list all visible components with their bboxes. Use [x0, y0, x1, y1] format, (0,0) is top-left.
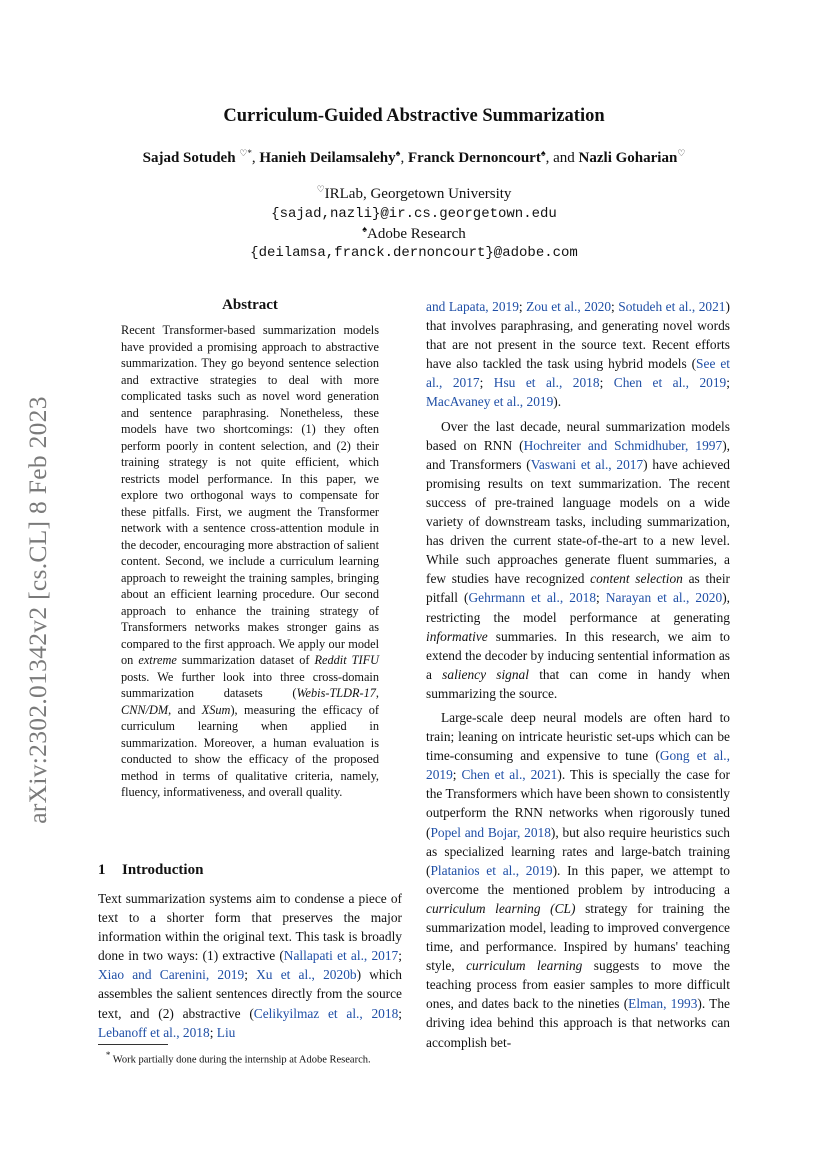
author-mark: ♠: [540, 148, 546, 158]
author-name: Nazli Goharian: [578, 150, 678, 166]
author-name: Sajad Sotudeh: [142, 150, 236, 166]
citation-link[interactable]: Vaswani et al., 2017: [530, 456, 644, 472]
abstract-body: Recent Transformer-based summarization models have provided a promising approach to abstractive summarization. They go beyond sentence selection and extractive strategies to deal with more complicated tasks such as novel word generation and sentence paraphrasing. Nonetheless, these models have two shortcomings: (1) they often perform poorly in content selection, and (2) their training strategy is not quite efficient, which restricts model performance. In this paper, we explore two orthogonal ways to compensate for these pitfalls. First, we augment the Transformer network with a sentence cross-attention module in the decoder, encouraging more abstraction of salient content. Second, we include a curriculum learning approach to reweight the training samples, bringing about an efficient learning procedure. Our second approach to enhance the training strategy of Transformers networks makes stronger gains as compared to the first approach. We apply our model on extreme summarization dataset of Reddit TIFU posts. We further look into three cross-domain summarization datasets (Webis-TLDR-17, CNN/DM, and XSum), measuring the efficacy of curriculum learning when applied in summarization. Moreover, a human evaluation is conducted to show the efficacy of the proposed method in terms of qualitative criteria, namely, fluency, informativeness, and overall quality.: [121, 323, 379, 799]
affiliation-mark: ♡: [316, 184, 325, 194]
citation-link[interactable]: Zou et al., 2020: [526, 299, 612, 314]
arxiv-identifier: arXiv:2302.01342v2 [cs.CL] 8 Feb 2023: [23, 396, 52, 824]
arxiv-sidebar: [14, 370, 62, 850]
author-name: Franck Dernoncourt: [407, 150, 541, 166]
intro-paragraph: Text summarization systems aim to condense a piece of text to a shorter form that preserves the major information within the original text. This task is broadly done in two ways: (1) extractive (Nallapati et al., 2017; Xiao and Carenini, 2019; Xu et al., 2020b) which assembles the salient sentences directly from the source text, and (2) abstractive (Celikyilmaz et al., 2018; Lebanoff et al., 2018; Liu: [98, 891, 402, 1040]
citation-link[interactable]: Gong et al., 2019: [426, 748, 730, 783]
citation-link[interactable]: Celikyilmaz et al., 2018: [253, 1005, 399, 1021]
section-number: 1: [98, 862, 106, 878]
citation-link[interactable]: Liu: [216, 1024, 236, 1040]
footnote-text: Work partially done during the internship at Adobe Research.: [110, 1054, 371, 1066]
citation-link[interactable]: See et al., 2017: [426, 356, 730, 391]
author-mark: ♠: [395, 148, 401, 158]
intro-left-column: [98, 889, 402, 1042]
citation-link[interactable]: Elman, 1993: [628, 996, 698, 1012]
citation-link[interactable]: MacAvaney et al., 2019: [426, 394, 554, 410]
affiliation-2-email: {deilamsa,franck.dernoncourt}@adobe.com: [250, 245, 578, 261]
author-list: Sajad Sotudeh ♡*, Hanieh Deilamsalehy♠, Franck Dernoncourt♠, and Nazli Goharian♡: [142, 148, 686, 166]
citation-link[interactable]: Chen et al., 2019: [613, 375, 727, 391]
paragraph: Over the last decade, neural summarization models based on RNN (Hochreiter and Schmidhuber, 1997), and Transformers (Vaswani et al., 2017) have achieved promising results on text summarization. The recent success of pre-trained language models on a wide variety of downstream tasks, including summarization, has driven the current state-of-the-art to a new level. While such approaches generate fluent summaries, a few studies have recognized content selection as their pitfall (Gehrmann et al., 2018; Narayan et al., 2020), restricting the model performance at generating informative summaries. In this research, we aim to extend the decoder by inducing sentential information as a saliency signal that can come in handy when summarizing the source.: [426, 418, 731, 701]
citation-link[interactable]: Xiao and Carenini, 2019: [98, 967, 245, 983]
right-column: [426, 297, 730, 1052]
citation-link[interactable]: Platanios et al., 2019: [430, 862, 553, 878]
citation-link[interactable]: Hochreiter and Schmidhuber, 1997: [523, 437, 723, 453]
affiliation-2: [0, 224, 828, 243]
citation-link[interactable]: Xu et al., 2020b: [256, 967, 357, 983]
affiliation-1-email: {sajad,nazli}@ir.cs.georgetown.edu: [271, 206, 557, 222]
affiliation-1: [0, 184, 828, 203]
citation-link[interactable]: Nallapati et al., 2017: [283, 948, 399, 964]
paragraph: Large-scale deep neural models are often hard to train; leaning on intricate heuristic set-ups which can be time-consuming and expensive to tune (Gong et al., 2019; Chen et al., 2021). This is specially the case for the Transformers which have been shown to consistently outperform the RNN networks when rigorously tuned (Popel and Bojar, 2018), but also require heuristics such as specialized learning rates and large-batch training (Platanios et al., 2019). In this paper, we attempt to overcome the mentioned problem by introducing a curriculum learning (CL) strategy for training the summarization model, leading to improved convergence time, and performance. Inspired by humans' teaching style, curriculum learning suggests to move the teaching process from easier samples to more difficult ones, and dates back to the nineties (Elman, 1993). The driving idea behind this approach is that networks can accomplish bet-: [426, 709, 731, 1050]
author-mark: ♡: [677, 148, 686, 158]
footnote-rule: [98, 1044, 168, 1045]
citation-link[interactable]: Gehrmann et al., 2018: [468, 590, 597, 606]
affiliation-name: IRLab, Georgetown University: [324, 186, 512, 202]
paper-title: Curriculum-Guided Abstractive Summarization: [223, 106, 605, 126]
abstract-heading: Abstract: [222, 297, 278, 313]
author-mark: ♡*: [239, 148, 252, 158]
paragraph: and Lapata, 2019; Zou et al., 2020; Sotudeh et al., 2021) that involves paraphrasing, and generating novel words that are not present in the source text. Recent efforts have also tackled the task using hybrid models (See et al., 2017; Hsu et al., 2018; Chen et al., 2019; MacAvaney et al., 2019).: [426, 299, 730, 410]
citation-link[interactable]: Popel and Bojar, 2018: [430, 824, 551, 840]
citation-link[interactable]: Sotudeh et al., 2021: [618, 299, 726, 314]
footnote-mark: *: [105, 1050, 111, 1060]
authors-and: , and: [545, 150, 575, 166]
citation-link[interactable]: Chen et al., 2021: [461, 767, 558, 783]
affiliation-mark: ♠: [362, 224, 368, 234]
section-heading-introduction: [98, 862, 203, 879]
author-name: Hanieh Deilamsalehy: [259, 150, 396, 166]
footnote: [98, 1048, 402, 1068]
citation-link[interactable]: Lebanoff et al., 2018: [98, 1024, 210, 1040]
affiliation-name: Adobe Research: [367, 226, 466, 242]
citation-link[interactable]: and Lapata, 2019: [426, 299, 519, 314]
section-title: Introduction: [122, 862, 204, 878]
citation-link[interactable]: Narayan et al., 2020: [605, 590, 723, 606]
citation-link[interactable]: Hsu et al., 2018: [493, 375, 600, 391]
